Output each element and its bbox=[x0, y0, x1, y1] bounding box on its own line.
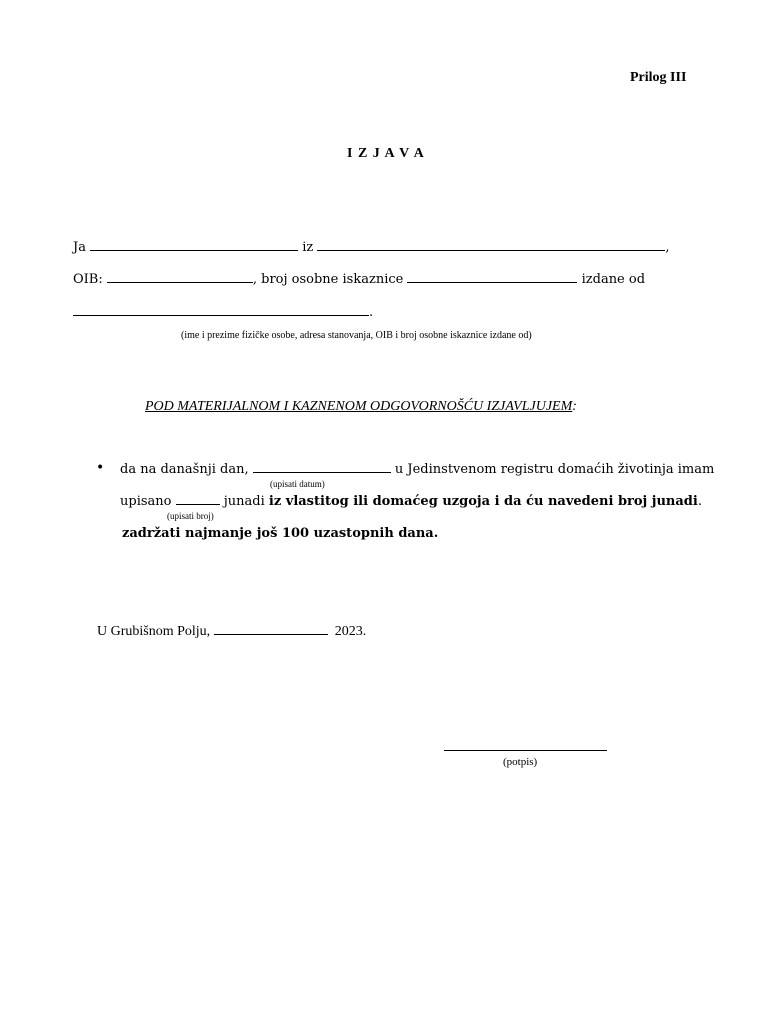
upisano-label: upisano bbox=[120, 494, 172, 509]
issued-by-label: izdane od bbox=[581, 272, 646, 287]
iz-label: iz bbox=[302, 240, 314, 255]
name-field[interactable] bbox=[90, 238, 298, 251]
number-field[interactable] bbox=[176, 492, 220, 505]
bullet-line-1 bbox=[120, 460, 714, 477]
bullet-icon: • bbox=[96, 460, 105, 476]
annex-label: Prilog III bbox=[630, 70, 687, 85]
number-hint: (upisati broj) bbox=[167, 511, 214, 521]
sign-date-field[interactable] bbox=[214, 622, 328, 635]
signature-label: (potpis) bbox=[503, 756, 538, 768]
id-card-field[interactable] bbox=[407, 270, 577, 283]
identity-line-2 bbox=[73, 270, 645, 287]
address-field[interactable] bbox=[317, 238, 665, 251]
comma: , bbox=[665, 240, 670, 255]
line3-period: . bbox=[369, 305, 374, 320]
date-hint: (upisati datum) bbox=[270, 479, 325, 489]
ja-label: Ja bbox=[73, 240, 86, 255]
bullet-line-2 bbox=[120, 492, 702, 509]
date-field[interactable] bbox=[253, 460, 391, 473]
document-title: I Z J A V A bbox=[347, 146, 425, 161]
oib-field[interactable] bbox=[107, 270, 253, 283]
issuer-field[interactable] bbox=[73, 303, 369, 316]
declaration-colon: : bbox=[572, 399, 577, 414]
bullet-text-1: da na današnji dan, bbox=[120, 462, 249, 477]
declaration-heading: POD MATERIJALNOM I KAZNENOM ODGOVORNOŠĆU IZJAVLJUJEM bbox=[145, 399, 573, 414]
signature-line[interactable] bbox=[444, 750, 607, 751]
bullet-bold-text-2: zadržati najmanje još 100 uzastopnih dana. bbox=[122, 526, 439, 541]
bullet-bold-text-1: iz vlastitog ili domaćeg uzgoja i da ću navedeni broj junadi bbox=[268, 494, 698, 509]
bullet-text-2: u Jedinstvenom registru domaćih životinja imam bbox=[394, 462, 715, 477]
year-label: 2023. bbox=[334, 624, 367, 639]
identity-line-3 bbox=[73, 303, 373, 320]
place-label: U Grubišnom Polju, bbox=[97, 624, 211, 639]
bullet-period: . bbox=[697, 494, 702, 509]
oib-label: OIB: bbox=[73, 272, 103, 287]
declaration-heading-line bbox=[145, 399, 577, 415]
place-date-line bbox=[97, 622, 366, 640]
identity-hint: (ime i prezime fizičke osobe, adresa stanovanja, OIB i broj osobne iskaznice izdane od) bbox=[181, 330, 532, 341]
id-card-label: , broj osobne iskaznice bbox=[252, 272, 404, 287]
junadi-label: junadi bbox=[223, 494, 265, 509]
identity-line-1 bbox=[73, 238, 670, 255]
